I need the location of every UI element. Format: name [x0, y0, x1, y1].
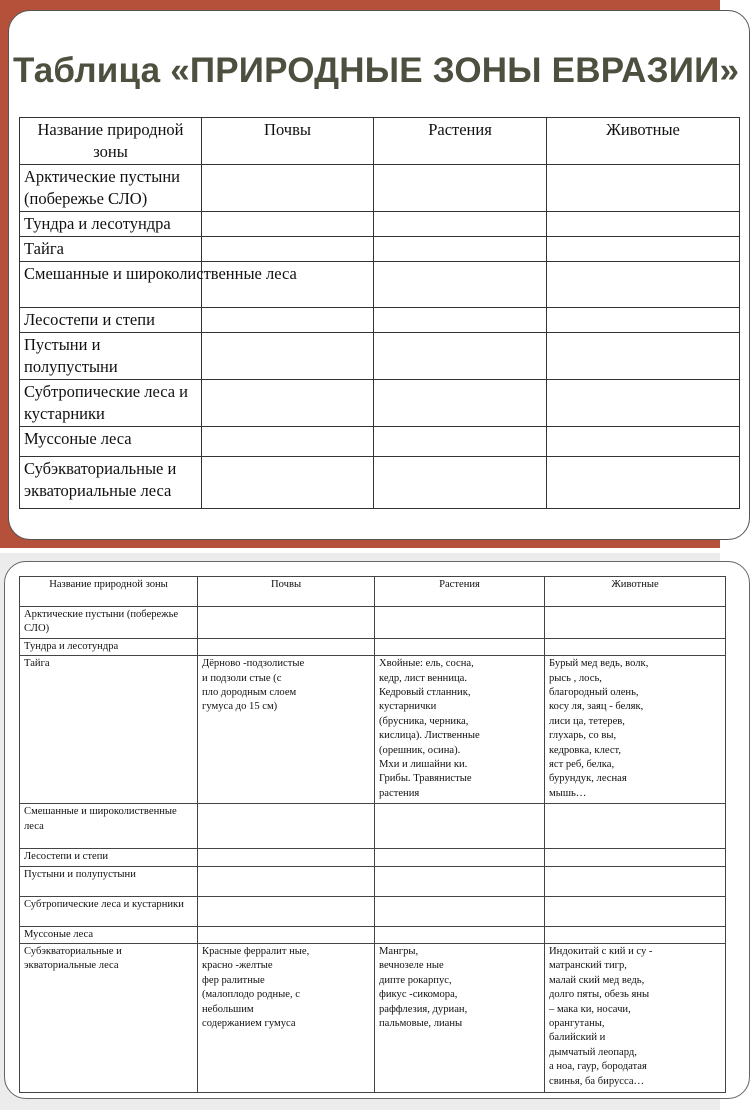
table-row: [20, 457, 740, 509]
slide-bottom-card: [4, 561, 750, 1099]
table-row: [20, 333, 740, 380]
text-line: содержанием гумуса: [202, 1018, 296, 1030]
text-line: долго пяты, обезь яны: [549, 989, 650, 1001]
plants-cell: [374, 427, 547, 457]
plants-cell: [375, 926, 545, 943]
soils-cell: [198, 638, 375, 655]
text-line: малай ский мед ведь,: [549, 974, 645, 986]
plants-cell: [375, 944, 545, 1093]
table-row: [20, 638, 726, 655]
text-line: косу ля, заяц - беляк,: [549, 701, 644, 713]
soils-cell: [202, 308, 374, 333]
soils-cell: [202, 457, 374, 509]
text-line: растения: [379, 787, 420, 799]
text-line: пальмовые, лианы: [379, 1018, 463, 1030]
text-line: Мангры,: [379, 946, 419, 958]
soils-cell: [198, 849, 375, 866]
text-line: кедровка, клест,: [549, 744, 621, 756]
header-plants: Растения: [375, 577, 545, 607]
text-line: кедр, лист венница.: [379, 672, 468, 684]
zone-name-cell: [20, 262, 297, 308]
animals-cell: [545, 656, 726, 804]
text-line: фер ралитные: [202, 974, 265, 986]
animals-cell: [547, 333, 740, 380]
animals-cell: [545, 849, 726, 866]
page-title: Таблица «ПРИРОДНЫЕ ЗОНЫ ЕВРАЗИИ»: [13, 51, 740, 90]
text-line: Грибы. Травянистые: [379, 773, 472, 785]
header-zone-name: Название природной зоны: [20, 577, 198, 607]
text-line: бурундук, лесная: [549, 773, 627, 785]
zone-name-cell: Муссоные леса: [20, 926, 198, 943]
text-line: дымчатый леопард,: [549, 1046, 637, 1058]
animals-cell: [547, 212, 740, 237]
soils-cell: [198, 944, 375, 1093]
animals-cell: [547, 308, 740, 333]
table-header-row: [20, 118, 740, 165]
zone-name-cell: Субтропические леса и кустарники: [20, 896, 198, 926]
text-line: раффлезия, дуриан,: [379, 1003, 468, 1015]
soils-cell: [198, 896, 375, 926]
animals-cell: [547, 262, 740, 308]
header-plants: Растения: [374, 118, 547, 165]
plants-cell: [375, 804, 545, 849]
text-line: Красные ферралит ные,: [202, 946, 310, 958]
table-row: [20, 849, 726, 866]
soils-cell: [198, 656, 375, 804]
plants-cell: [374, 380, 547, 427]
zone-name-cell: Субэкваториальные и экваториальные леса: [20, 457, 202, 509]
zone-name-cell: Тайга: [20, 237, 202, 262]
plants-cell: [374, 212, 547, 237]
table-row: [20, 944, 726, 1093]
zones-table-filled: [19, 576, 726, 1093]
text-line: вечнозеле ные: [379, 960, 444, 972]
soils-cell: [202, 333, 374, 380]
text-line: (малоплодо родные, с: [202, 989, 300, 1001]
soils-cell: [198, 804, 375, 849]
text-line: Индокитай с кий и су -: [549, 946, 653, 958]
zone-name-cell: Лесостепи и степи: [20, 849, 198, 866]
text-line: Мхи и лишайни ки.: [379, 759, 468, 771]
slide-top: [0, 0, 740, 548]
zone-name-cell: Субтропические леса и кустарники: [20, 380, 202, 427]
header-soils: Почвы: [202, 118, 374, 165]
zone-name-cell: Пустыни и полупустыни: [20, 866, 198, 896]
header-animals: Животные: [545, 577, 726, 607]
table-row: [20, 896, 726, 926]
animals-cell: [545, 944, 726, 1093]
zone-name-cell: Пустыни и полупустыни: [20, 333, 202, 380]
header-zone-name: Название природной зоны: [20, 118, 202, 165]
soils-cell: [198, 866, 375, 896]
table-row: [20, 427, 740, 457]
soils-cell: [202, 380, 374, 427]
text-line: красно -желтые: [202, 960, 273, 972]
text-line: Дёрново -подзолистые: [202, 658, 305, 670]
text-line: мышь…: [549, 787, 587, 799]
table-row: [20, 866, 726, 896]
text-line: кислица). Лиственные: [379, 730, 480, 742]
animals-cell: [547, 427, 740, 457]
soils-cell: [198, 607, 375, 639]
table-row: [20, 308, 740, 333]
text-line: (брусника, черника,: [379, 715, 469, 727]
zone-name-cell: Муссоные леса: [20, 427, 202, 457]
text-line: Хвойные: ель, сосна,: [379, 658, 474, 670]
table-row: [20, 656, 726, 804]
text-line: рысь , лось,: [549, 672, 602, 684]
plants-cell: [374, 165, 547, 212]
text-line: балийский и: [549, 1032, 606, 1044]
animals-cell: [545, 896, 726, 926]
table-row: [20, 607, 726, 639]
table-row: [20, 165, 740, 212]
zones-table-empty: [19, 117, 740, 509]
animals-cell: [547, 237, 740, 262]
zone-name-text: Смешанные и широколиственные леса: [24, 264, 297, 283]
animals-cell: [547, 457, 740, 509]
text-line: дипте рокарпус,: [379, 974, 452, 986]
zone-name-cell: Тайга: [20, 656, 198, 804]
plants-cell: [375, 656, 545, 804]
text-line: (орешник, осина).: [379, 744, 461, 756]
zone-name-cell: Смешанные и широколиственные леса: [20, 804, 198, 849]
text-line: кустарнички: [379, 701, 437, 713]
soils-cell: [202, 237, 374, 262]
text-line: – мака ки, носачи,: [549, 1003, 631, 1015]
soils-cell: [202, 165, 374, 212]
table-row: [20, 926, 726, 943]
text-line: Кедровый стланник,: [379, 687, 471, 699]
table-row: [20, 262, 740, 308]
soils-cell: [202, 427, 374, 457]
plants-cell: [374, 333, 547, 380]
slide-bottom: [0, 553, 720, 1110]
zone-name-cell: Арктические пустыни (побережье СЛО): [20, 607, 198, 639]
text-line: и подзоли стые (с: [202, 672, 282, 684]
table-row: [20, 380, 740, 427]
plants-cell: [374, 457, 547, 509]
header-animals: Животные: [547, 118, 740, 165]
zone-name-cell: Тундра и лесотундра: [20, 638, 198, 655]
zone-name-cell: Тундра и лесотундра: [20, 212, 202, 237]
zone-name-cell: Субэкваториальные и экваториальные леса: [20, 944, 198, 1093]
animals-cell: [545, 926, 726, 943]
plants-cell: [375, 849, 545, 866]
plants-cell: [375, 866, 545, 896]
text-line: небольшим: [202, 1003, 254, 1015]
plants-cell: [375, 638, 545, 655]
animals-cell: [545, 866, 726, 896]
animals-cell: [545, 638, 726, 655]
plants-cell: [374, 308, 547, 333]
text-line: гумуса до 15 см): [202, 701, 278, 713]
zone-name-cell: Арктические пустыни (побережье СЛО): [20, 165, 202, 212]
text-line: матранский тигр,: [549, 960, 627, 972]
text-line: фикус -сикомора,: [379, 989, 458, 1001]
zone-name-cell: Лесостепи и степи: [20, 308, 202, 333]
soils-cell: [198, 926, 375, 943]
table-header-row: [20, 577, 726, 607]
text-line: глухарь, со вы,: [549, 730, 617, 742]
text-line: орангутаны,: [549, 1018, 605, 1030]
text-line: яст реб, белка,: [549, 759, 615, 771]
animals-cell: [547, 165, 740, 212]
plants-cell: [375, 607, 545, 639]
header-soils: Почвы: [198, 577, 375, 607]
text-line: а ноа, гаур, бородатая: [549, 1061, 647, 1073]
table-row: [20, 804, 726, 849]
animals-cell: [545, 607, 726, 639]
table-row: [20, 212, 740, 237]
text-line: благородный олень,: [549, 687, 639, 699]
animals-cell: [547, 380, 740, 427]
text-line: лиси ца, тетерев,: [549, 715, 625, 727]
plants-cell: [374, 262, 547, 308]
soils-cell: [202, 212, 374, 237]
text-line: Бурый мед ведь, волк,: [549, 658, 649, 670]
text-line: пло дородным слоем: [202, 687, 297, 699]
text-line: свинья, ба бирусса…: [549, 1075, 645, 1087]
plants-cell: [375, 896, 545, 926]
slide-top-card: [8, 10, 750, 540]
animals-cell: [545, 804, 726, 849]
plants-cell: [374, 237, 547, 262]
table-row: [20, 237, 740, 262]
